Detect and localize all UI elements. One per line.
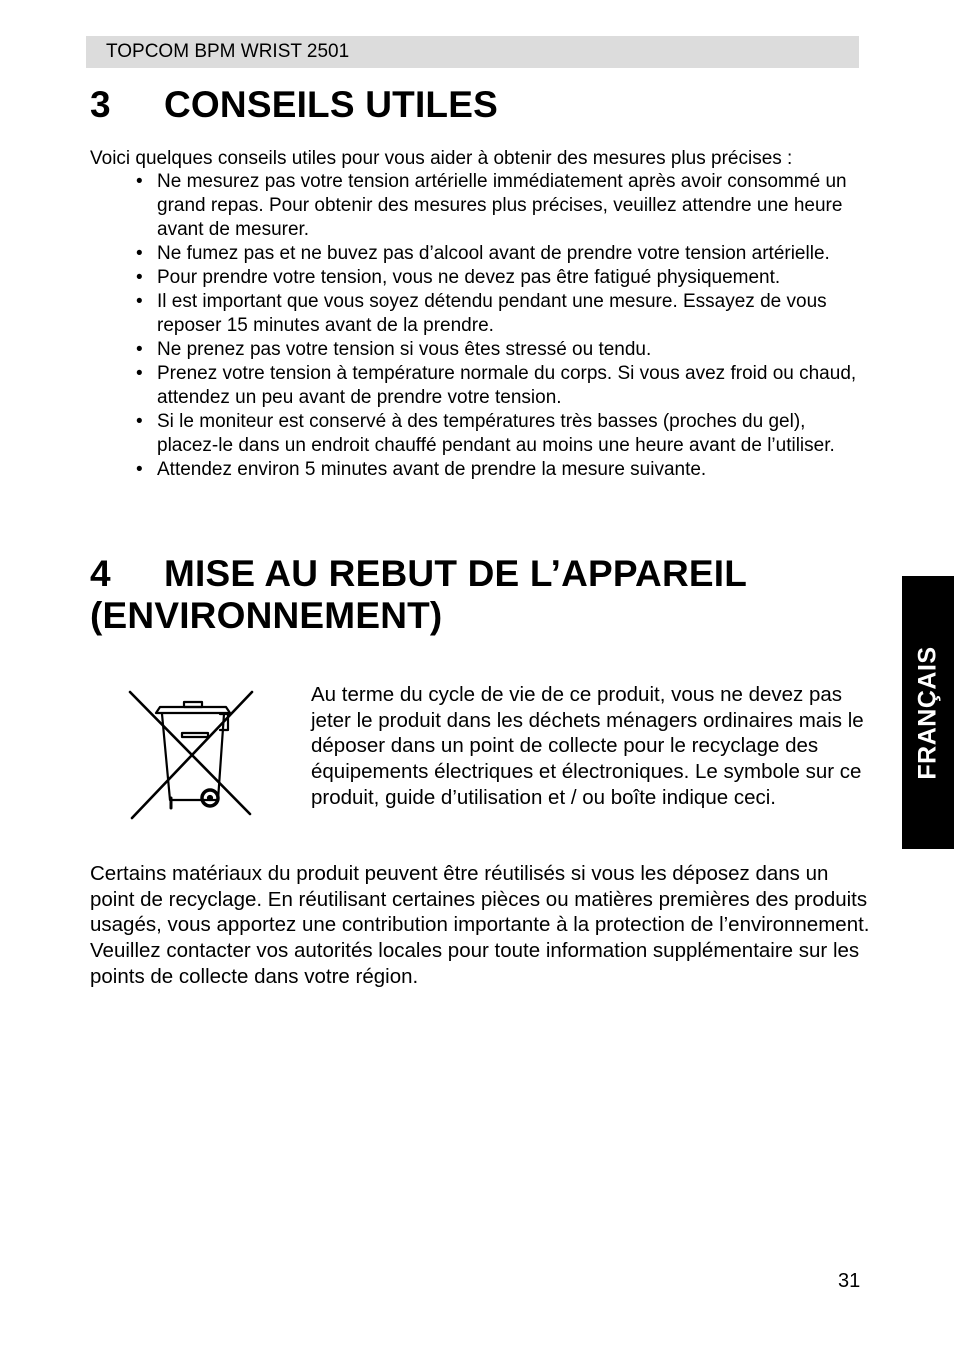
list-item (133, 266, 863, 290)
list-item (133, 458, 863, 482)
bullet: • (136, 339, 143, 360)
list-item (133, 170, 863, 242)
section-3-number: 3 (90, 84, 111, 125)
tip-text: Ne fumez pas et ne buvez pas d’alcool avant de prendre votre tension artérielle. (157, 243, 830, 264)
list-item (133, 290, 863, 338)
tip-text: Si le moniteur est conservé à des températures très basses (proches du gel), placez-le dans un endroit chauffé pendant au moins une heure avant de l’utiliser. (157, 411, 835, 456)
tips-list (133, 170, 863, 482)
tip-text: Ne mesurez pas votre tension artérielle immédiatement après avoir consommé un grand repas. Pour obtenir des mesures plus précises, veuillez attendre une heure avant de mesurer. (157, 171, 847, 240)
tip-text: Attendez environ 5 minutes avant de prendre la mesure suivante. (157, 459, 707, 480)
recycling-paragraph: Certains matériaux du produit peuvent être réutilisés si vous les déposez dans un point de recyclage. En réutilisant certaines pièces ou matières premières des produits usagés, vous apportez une contribution importante à la protection de l’environnement. (90, 862, 870, 937)
bullet: • (136, 291, 143, 312)
weee-description: Au terme du cycle de vie de ce produit, vous ne devez pas jeter le produit dans les déchets ménagers ordinaires mais le déposer dans un point de collecte pour le recyclage des équipements électriques et électroniques. Le symbole sur ce produit, guide d’utilisation et / ou boîte indique ceci. (311, 683, 864, 809)
header-bar (86, 36, 859, 68)
section-4-heading (90, 553, 747, 637)
tip-text: Il est important que vous soyez détendu pendant une mesure. Essayez de vous reposer 15 minutes avant de la prendre. (157, 291, 827, 336)
list-item (133, 338, 863, 362)
bullet: • (136, 363, 143, 384)
list-item (133, 362, 863, 410)
tip-text: Prenez votre tension à température normale du corps. Si vous avez froid ou chaud, attendez un peu avant de prendre votre tension. (157, 363, 857, 408)
language-tab (902, 576, 954, 849)
language-tab-label: FRANÇAIS (913, 645, 942, 780)
recycling-paragraphs (90, 861, 870, 990)
section-4-title-line2: (ENVIRONNEMENT) (90, 595, 443, 636)
section-3-heading (90, 84, 498, 126)
list-item (133, 410, 863, 458)
product-name: TOPCOM BPM WRIST 2501 (106, 41, 350, 62)
tips-intro: Voici quelques conseils utiles pour vous aider à obtenir des mesures plus précises : (90, 148, 793, 169)
crossed-out-wheelie-bin-icon (124, 688, 256, 820)
bullet: • (136, 267, 143, 288)
tip-text: Pour prendre votre tension, vous ne devez pas être fatigué physiquement. (157, 267, 781, 288)
bullet: • (136, 243, 143, 264)
page-number: 31 (838, 1270, 861, 1292)
list-item (133, 242, 863, 266)
section-4-title-line1: MISE AU REBUT DE L’APPAREIL (164, 553, 748, 594)
contact-paragraph: Veuillez contacter vos autorités locales pour toute information supplémentaire sur les points de collecte dans votre région. (90, 939, 860, 988)
bullet: • (136, 171, 143, 192)
section-3-title: CONSEILS UTILES (164, 84, 498, 125)
section-4-number: 4 (90, 553, 111, 594)
tip-text: Ne prenez pas votre tension si vous êtes stressé ou tendu. (157, 339, 652, 360)
bullet: • (136, 459, 143, 480)
bullet: • (136, 411, 143, 432)
